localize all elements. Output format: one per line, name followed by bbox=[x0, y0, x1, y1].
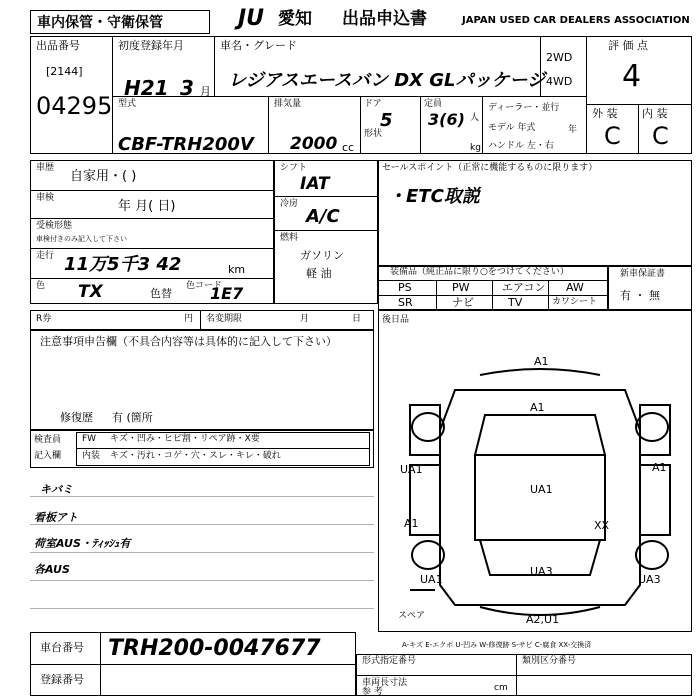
month-unit: 月 bbox=[300, 314, 310, 324]
r-row bbox=[30, 310, 374, 330]
warranty-value: 有 ・ 無 bbox=[620, 289, 660, 302]
equipment-label: 装備品（純正品に限り○をつけてください） bbox=[390, 267, 569, 277]
drive-4wd: 4WD bbox=[546, 75, 573, 88]
memo-2: 看板アト bbox=[34, 511, 78, 524]
r-unit: 円 bbox=[184, 314, 194, 324]
repair-value: 有 (箇所 bbox=[112, 411, 153, 424]
mark-hood: A1 bbox=[530, 401, 545, 414]
name-change-label: 名変期限 bbox=[206, 314, 243, 324]
year-unit: 年 bbox=[568, 125, 578, 135]
score-label: 評 価 点 bbox=[608, 39, 648, 52]
mark-left-rear: UA1 bbox=[420, 573, 443, 586]
capacity-label: 定員 bbox=[424, 99, 443, 109]
inspector-label: 検査員 bbox=[34, 435, 62, 445]
type-value: CBF-TRH200V bbox=[118, 134, 254, 155]
fuel-label: 燃料 bbox=[280, 233, 299, 243]
interior-grade: C bbox=[652, 122, 669, 150]
drive-2wd: 2WD bbox=[546, 51, 573, 64]
lot-small-number: [2144] bbox=[46, 65, 83, 78]
memo-3: 荷室AUS・ﾃｨｯｼｭ有 bbox=[34, 537, 131, 550]
size-label: 車両長寸法 bbox=[362, 678, 408, 688]
spare-label: スペア bbox=[398, 611, 426, 621]
equip-sr: SR bbox=[398, 296, 413, 309]
class-number-label: 類別区分番号 bbox=[522, 656, 577, 666]
storage-title-box bbox=[30, 10, 210, 34]
document-title: 出品申込書 bbox=[342, 9, 427, 29]
color-value: TX bbox=[78, 282, 103, 302]
registration-label: 登録番号 bbox=[40, 673, 84, 686]
shift-label: シフト bbox=[280, 163, 308, 173]
first-reg-label: 初度登録年月 bbox=[118, 39, 184, 52]
exterior-label: 外 装 bbox=[592, 107, 618, 120]
memo-1: キバミ bbox=[40, 483, 73, 496]
color-code-value: 1E7 bbox=[210, 284, 244, 303]
reference-label: 参 考 bbox=[362, 687, 383, 697]
capacity-value: 3(6) bbox=[428, 110, 465, 129]
inspection-value: 年 月( 日) bbox=[118, 199, 176, 214]
mark-left-mid: A1 bbox=[404, 517, 419, 530]
mileage-value: 11万5千3 42 bbox=[64, 254, 182, 275]
equip-leather: カワシート bbox=[552, 297, 598, 307]
mark-roof: UA1 bbox=[530, 483, 553, 496]
model-value: レジアスエースバン DX GLパッケージ bbox=[228, 70, 546, 91]
equip-ps: PS bbox=[398, 281, 412, 294]
capacity-unit: 人 bbox=[470, 113, 480, 123]
history-block bbox=[30, 160, 274, 304]
interior-row-label: 内装 bbox=[82, 451, 101, 461]
equip-navi: ナビ bbox=[452, 296, 474, 309]
ac-label: 冷房 bbox=[280, 199, 299, 209]
r-label: R券 bbox=[36, 314, 52, 324]
displacement-value: 2000 bbox=[290, 134, 338, 154]
shift-value: IAT bbox=[300, 174, 330, 194]
association-name: JAPAN USED CAR DEALERS ASSOCIATION bbox=[462, 15, 690, 26]
inspection-label: 車検 bbox=[36, 193, 55, 203]
brand-name: 愛知 bbox=[278, 9, 312, 29]
fuel-gasoline: ガソリン bbox=[300, 249, 344, 262]
shape-label: 形状 bbox=[364, 129, 383, 139]
model-label: 車名・グレード bbox=[220, 39, 297, 52]
displacement-unit: cc bbox=[342, 141, 355, 154]
first-reg-value: H21 bbox=[124, 76, 169, 100]
after-items-label: 後日品 bbox=[382, 315, 410, 325]
storage-title: 車内保管・守衛保管 bbox=[37, 15, 163, 31]
fuel-diesel: 軽 油 bbox=[306, 267, 332, 280]
mark-front-top: A1 bbox=[534, 355, 549, 368]
kg-unit: kg bbox=[470, 143, 481, 153]
color-code-label: 色コード bbox=[186, 281, 223, 291]
equip-aircon: エアコン bbox=[502, 281, 546, 294]
equip-tv: TV bbox=[508, 296, 523, 309]
receipt-label: 受検形態 bbox=[36, 221, 73, 231]
record-label: 記入欄 bbox=[34, 451, 62, 461]
model-year-label: モデル 年式 bbox=[488, 123, 536, 133]
history-value: 自家用・( ) bbox=[70, 169, 137, 184]
mark-left-front: UA1 bbox=[400, 463, 423, 476]
lot-number: 04295 bbox=[36, 92, 113, 120]
lot-label: 出品番号 bbox=[36, 39, 80, 52]
memo-4: 各AUS bbox=[34, 563, 70, 576]
selling-label: セールスポイント（正常に機能するものに限ります） bbox=[382, 163, 598, 173]
ac-value: A/C bbox=[306, 206, 340, 227]
notes-label: 注意事項申告欄（不具合内容等は具体的に記入して下さい） bbox=[40, 335, 337, 348]
fw-label: FW bbox=[82, 434, 97, 444]
mileage-label: 走行 bbox=[36, 251, 55, 261]
damage-legend: A-キズ E-エクボ U-凹み W-修復跡 S-サビ C-腐食 XX-交換済 bbox=[402, 641, 592, 649]
equip-pw: PW bbox=[452, 281, 470, 294]
door-label: ドア bbox=[364, 99, 382, 109]
ju-logo: JU bbox=[238, 6, 265, 31]
mark-right-front: A1 bbox=[652, 461, 667, 474]
score-value: 4 bbox=[622, 59, 642, 94]
equip-aw: AW bbox=[566, 281, 584, 294]
displacement-label: 排気量 bbox=[274, 99, 302, 109]
mark-right-rear: UA3 bbox=[638, 573, 661, 586]
mileage-unit: km bbox=[228, 263, 246, 276]
door-value: 5 bbox=[380, 110, 393, 131]
warranty-label: 新車保証書 bbox=[620, 269, 666, 279]
chassis-label: 車台番号 bbox=[40, 641, 84, 654]
dealer-label: ディーラー・並行 bbox=[488, 103, 560, 113]
exterior-grade: C bbox=[604, 122, 621, 150]
mark-rear-bumper: A2,U1 bbox=[526, 613, 560, 626]
receipt-note: 車検付きのみ記入して下さい bbox=[36, 235, 127, 243]
fw-items: キズ・凹み・ヒビ割・リペア跡・X要 bbox=[110, 434, 260, 444]
day-unit: 日 bbox=[352, 314, 362, 324]
selling-block bbox=[378, 160, 692, 266]
mark-right-mid: XX bbox=[594, 519, 610, 532]
chassis-number: TRH200-0047677 bbox=[108, 636, 321, 661]
interior-items: キズ・汚れ・コゲ・穴・スレ・キレ・破れ bbox=[110, 451, 281, 461]
cm-unit: cm bbox=[494, 683, 508, 693]
first-reg-unit: 月 bbox=[200, 85, 211, 98]
color-change-label: 色替 bbox=[150, 287, 172, 300]
repair-label: 修復歴 bbox=[60, 411, 93, 424]
mark-rear: UA3 bbox=[530, 565, 553, 578]
handle-label: ハンドル 左・右 bbox=[488, 141, 554, 151]
form-number-label: 形式指定番号 bbox=[362, 656, 417, 666]
type-label: 型式 bbox=[118, 99, 137, 109]
history-label: 車歴 bbox=[36, 163, 55, 173]
color-label: 色 bbox=[36, 281, 46, 291]
selling-value: ・ETC取説 bbox=[388, 186, 480, 207]
interior-label: 内 装 bbox=[642, 107, 668, 120]
first-reg-month: 3 bbox=[180, 76, 194, 100]
